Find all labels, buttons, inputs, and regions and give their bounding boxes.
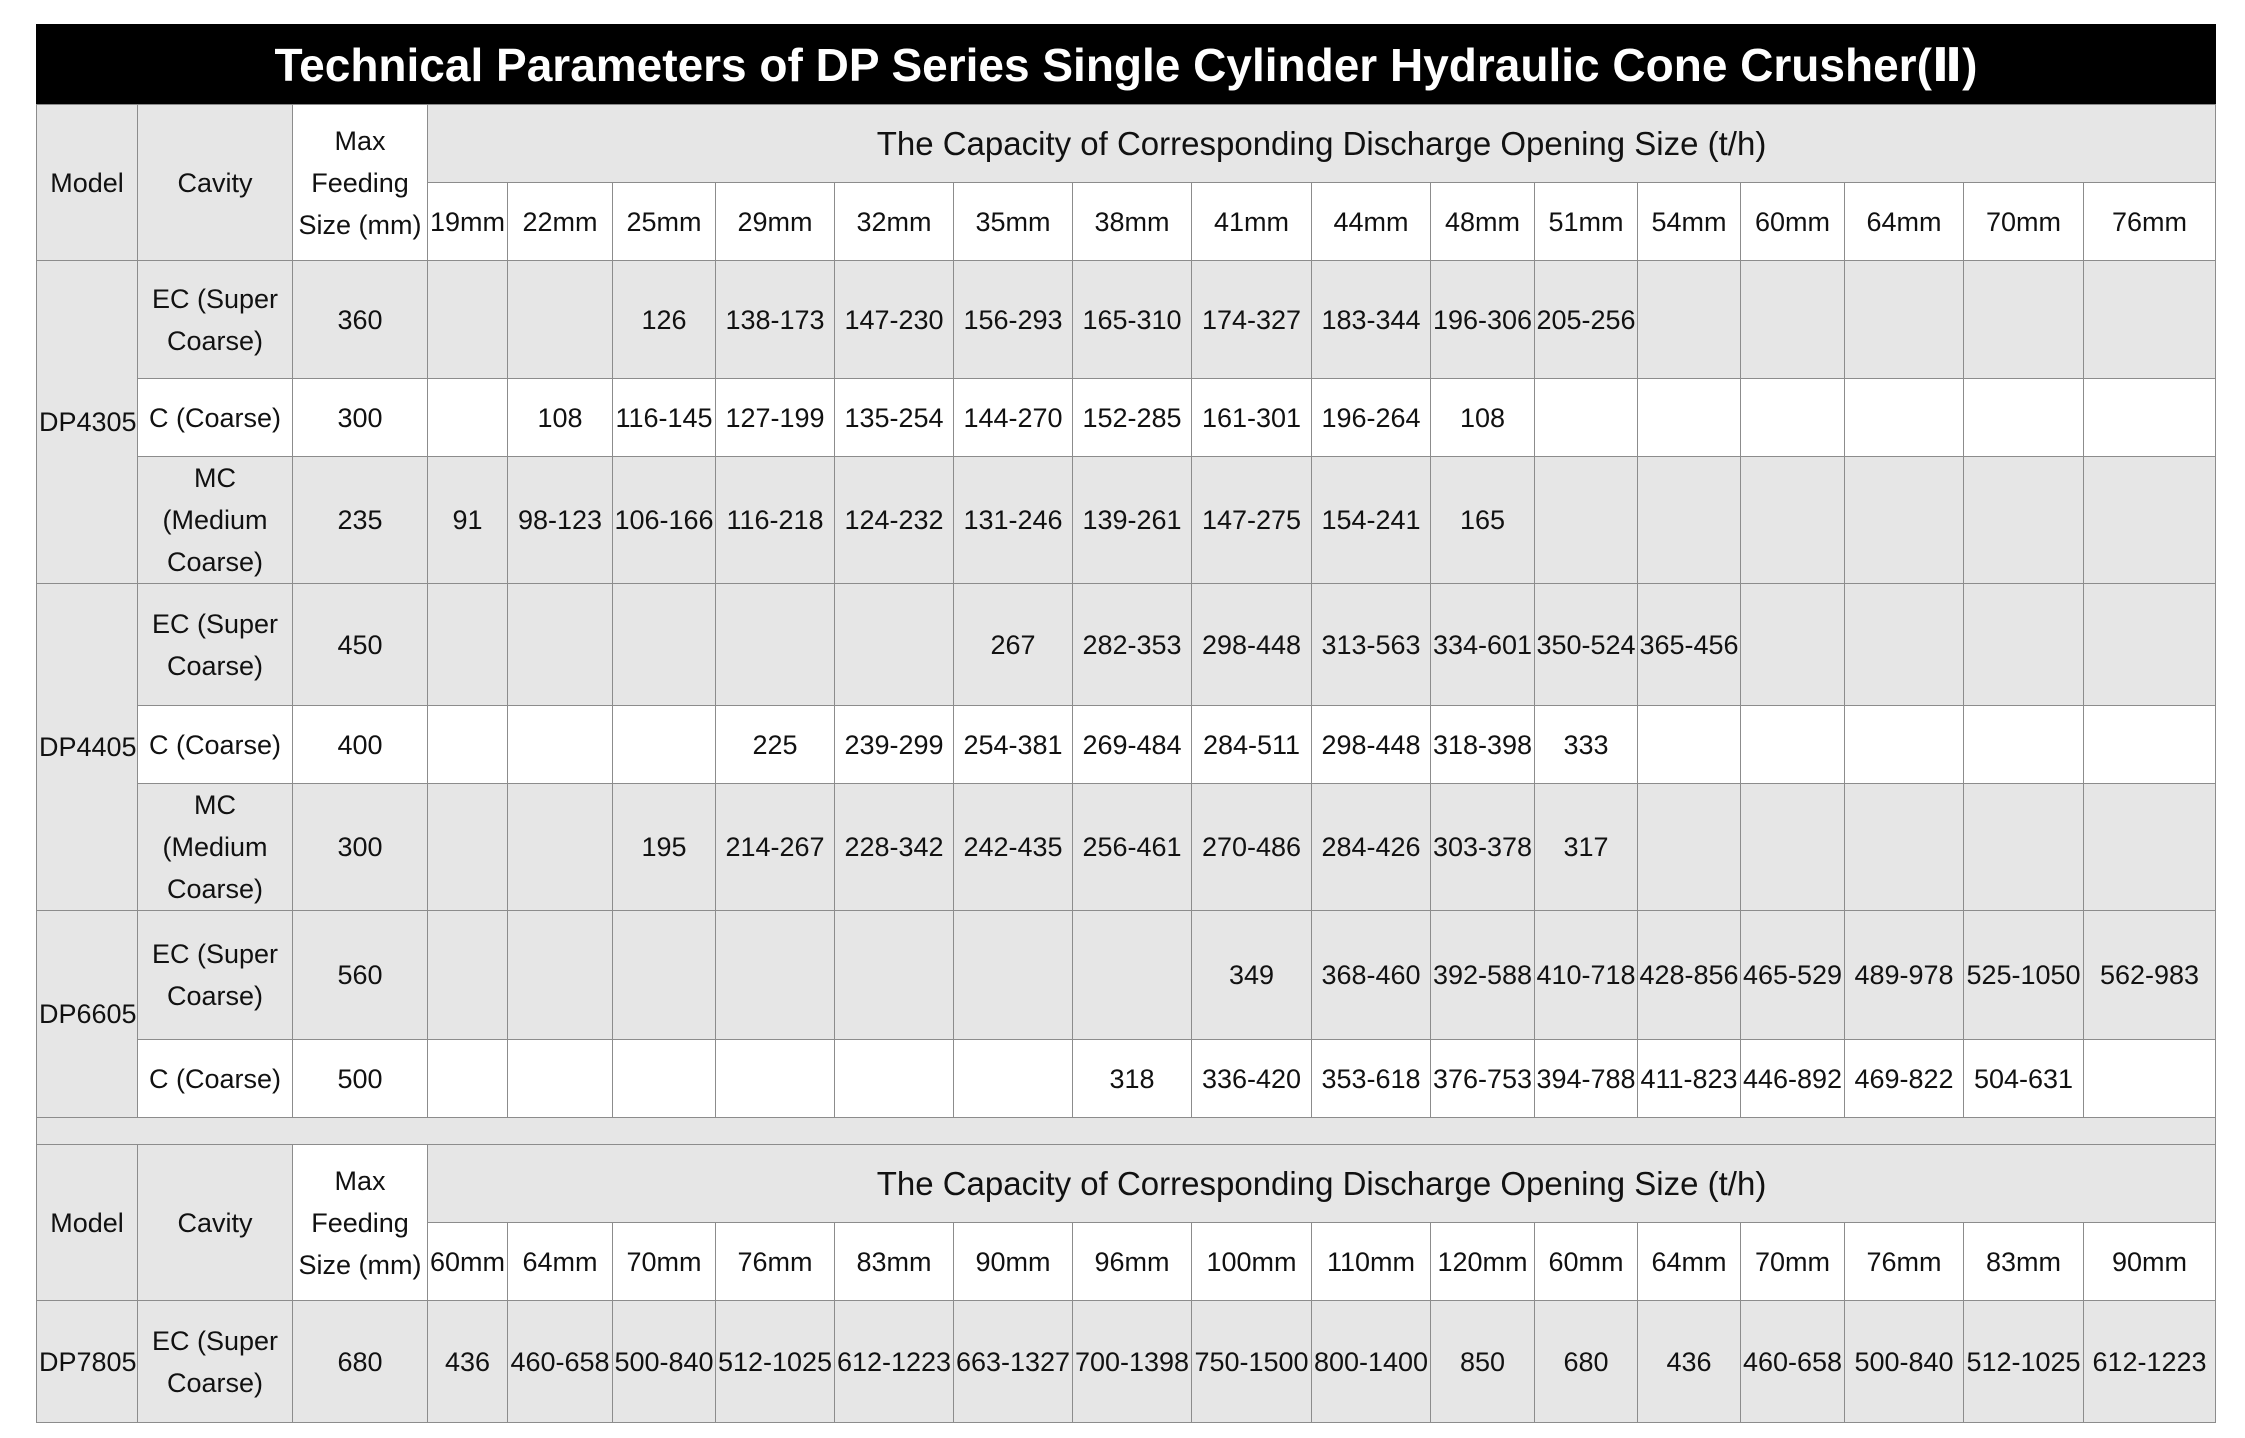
capacity-cell xyxy=(1741,457,1845,584)
capacity-cell: 138-173 xyxy=(716,261,835,379)
max-feeding-size-header: Max Feeding Size (mm) xyxy=(293,1145,428,1301)
capacity-cell: 500-840 xyxy=(1845,1301,1964,1423)
capacity-cell: 333 xyxy=(1535,706,1638,784)
opening-size-header: 96mm xyxy=(1073,1223,1192,1301)
capacity-cell: 147-275 xyxy=(1192,457,1312,584)
cavity-cell: MC (Medium Coarse) xyxy=(138,457,293,584)
capacity-header: The Capacity of Corresponding Discharge Opening Size (t/h) xyxy=(428,105,2216,183)
capacity-cell: 489-978 xyxy=(1845,911,1964,1040)
capacity-cell: 124-232 xyxy=(835,457,954,584)
capacity-cell: 318 xyxy=(1073,1040,1192,1118)
capacity-cell xyxy=(716,1040,835,1118)
capacity-cell: 612-1223 xyxy=(2084,1301,2216,1423)
capacity-cell: 800-1400 xyxy=(1312,1301,1431,1423)
capacity-cell: 318-398 xyxy=(1431,706,1535,784)
opening-size-header: 25mm xyxy=(613,183,716,261)
opening-size-header: 76mm xyxy=(2084,183,2216,261)
capacity-cell xyxy=(613,706,716,784)
table-row xyxy=(37,784,2216,911)
max-feeding-size-cell: 235 xyxy=(293,457,428,584)
capacity-header: The Capacity of Corresponding Discharge Opening Size (t/h) xyxy=(428,1145,2216,1223)
table-row xyxy=(37,379,2216,457)
capacity-cell: 284-426 xyxy=(1312,784,1431,911)
capacity-cell: 135-254 xyxy=(835,379,954,457)
capacity-cell xyxy=(2084,261,2216,379)
capacity-cell xyxy=(2084,379,2216,457)
opening-size-header: 64mm xyxy=(1845,183,1964,261)
cavity-cell: C (Coarse) xyxy=(138,1040,293,1118)
capacity-cell: 410-718 xyxy=(1535,911,1638,1040)
capacity-cell: 256-461 xyxy=(1073,784,1192,911)
capacity-cell: 376-753 xyxy=(1431,1040,1535,1118)
capacity-cell: 152-285 xyxy=(1073,379,1192,457)
capacity-cell: 334-601 xyxy=(1431,584,1535,706)
opening-size-header: 60mm xyxy=(428,1223,508,1301)
capacity-cell xyxy=(1073,911,1192,1040)
capacity-cell xyxy=(1845,379,1964,457)
max-feeding-size-cell: 300 xyxy=(293,784,428,911)
cavity-cell: EC (Super Coarse) xyxy=(138,261,293,379)
capacity-cell xyxy=(508,784,613,911)
capacity-cell xyxy=(1535,379,1638,457)
capacity-cell xyxy=(2084,784,2216,911)
capacity-cell: 394-788 xyxy=(1535,1040,1638,1118)
capacity-cell: 269-484 xyxy=(1073,706,1192,784)
opening-size-header: 64mm xyxy=(508,1223,613,1301)
capacity-cell: 284-511 xyxy=(1192,706,1312,784)
capacity-cell: 267 xyxy=(954,584,1073,706)
capacity-cell: 700-1398 xyxy=(1073,1301,1192,1423)
opening-size-header: 76mm xyxy=(716,1223,835,1301)
cavity-cell: EC (Super Coarse) xyxy=(138,911,293,1040)
capacity-cell: 139-261 xyxy=(1073,457,1192,584)
capacity-cell: 303-378 xyxy=(1431,784,1535,911)
capacity-cell: 317 xyxy=(1535,784,1638,911)
opening-size-header: 64mm xyxy=(1638,1223,1741,1301)
capacity-cell: 365-456 xyxy=(1638,584,1741,706)
capacity-cell xyxy=(1964,261,2084,379)
capacity-cell xyxy=(428,706,508,784)
model-header: Model xyxy=(37,105,138,261)
capacity-cell xyxy=(613,911,716,1040)
cavity-cell: C (Coarse) xyxy=(138,379,293,457)
opening-size-header: 83mm xyxy=(835,1223,954,1301)
capacity-cell xyxy=(1638,457,1741,584)
capacity-cell: 144-270 xyxy=(954,379,1073,457)
opening-size-header: 83mm xyxy=(1964,1223,2084,1301)
capacity-cell xyxy=(428,379,508,457)
capacity-cell xyxy=(1741,261,1845,379)
capacity-cell xyxy=(1964,457,2084,584)
table-separator xyxy=(36,1118,2216,1144)
capacity-cell: 504-631 xyxy=(1964,1040,2084,1118)
capacity-cell xyxy=(1638,784,1741,911)
capacity-cell xyxy=(835,584,954,706)
capacity-cell xyxy=(1638,379,1741,457)
cavity-cell: EC (Super Coarse) xyxy=(138,1301,293,1423)
capacity-cell xyxy=(1964,379,2084,457)
capacity-cell: 116-145 xyxy=(613,379,716,457)
capacity-cell xyxy=(1845,706,1964,784)
opening-size-header: 51mm xyxy=(1535,183,1638,261)
max-feeding-size-cell: 680 xyxy=(293,1301,428,1423)
opening-size-header: 90mm xyxy=(954,1223,1073,1301)
cavity-cell: C (Coarse) xyxy=(138,706,293,784)
model-cell: DP4305 xyxy=(37,261,138,584)
opening-size-header: 22mm xyxy=(508,183,613,261)
capacity-cell: 91 xyxy=(428,457,508,584)
capacity-cell: 663-1327 xyxy=(954,1301,1073,1423)
capacity-cell: 368-460 xyxy=(1312,911,1431,1040)
capacity-cell: 562-983 xyxy=(2084,911,2216,1040)
capacity-cell xyxy=(2084,706,2216,784)
capacity-cell: 612-1223 xyxy=(835,1301,954,1423)
capacity-cell xyxy=(1535,457,1638,584)
capacity-cell xyxy=(428,584,508,706)
capacity-cell: 500-840 xyxy=(613,1301,716,1423)
capacity-cell xyxy=(954,1040,1073,1118)
capacity-cell: 116-218 xyxy=(716,457,835,584)
capacity-cell xyxy=(508,911,613,1040)
capacity-cell: 254-381 xyxy=(954,706,1073,784)
opening-size-header: 35mm xyxy=(954,183,1073,261)
capacity-cell xyxy=(716,911,835,1040)
capacity-cell: 183-344 xyxy=(1312,261,1431,379)
opening-size-header: 19mm xyxy=(428,183,508,261)
capacity-cell xyxy=(428,1040,508,1118)
capacity-cell xyxy=(954,911,1073,1040)
capacity-cell xyxy=(1845,784,1964,911)
capacity-cell: 512-1025 xyxy=(1964,1301,2084,1423)
capacity-cell: 298-448 xyxy=(1192,584,1312,706)
capacity-cell: 214-267 xyxy=(716,784,835,911)
capacity-cell: 161-301 xyxy=(1192,379,1312,457)
capacity-cell: 525-1050 xyxy=(1964,911,2084,1040)
capacity-cell xyxy=(1845,457,1964,584)
model-cell: DP7805 xyxy=(37,1301,138,1423)
capacity-cell xyxy=(835,1040,954,1118)
opening-size-header: 44mm xyxy=(1312,183,1431,261)
max-feeding-size-cell: 400 xyxy=(293,706,428,784)
opening-size-header: 90mm xyxy=(2084,1223,2216,1301)
opening-size-header: 120mm xyxy=(1431,1223,1535,1301)
capacity-cell xyxy=(1741,784,1845,911)
capacity-cell xyxy=(2084,457,2216,584)
table-row xyxy=(37,1301,2216,1423)
opening-size-header: 70mm xyxy=(1964,183,2084,261)
capacity-cell: 349 xyxy=(1192,911,1312,1040)
capacity-cell xyxy=(835,911,954,1040)
capacity-cell xyxy=(2084,584,2216,706)
capacity-cell: 850 xyxy=(1431,1301,1535,1423)
capacity-cell: 156-293 xyxy=(954,261,1073,379)
page-title: Technical Parameters of DP Series Single Cylinder Hydraulic Cone Crusher(Ⅱ) xyxy=(36,24,2216,104)
capacity-cell: 436 xyxy=(1638,1301,1741,1423)
capacity-cell xyxy=(1964,584,2084,706)
capacity-cell xyxy=(508,706,613,784)
capacity-cell: 270-486 xyxy=(1192,784,1312,911)
capacity-cell: 411-823 xyxy=(1638,1040,1741,1118)
capacity-cell: 106-166 xyxy=(613,457,716,584)
capacity-cell xyxy=(428,911,508,1040)
opening-size-header: 70mm xyxy=(1741,1223,1845,1301)
capacity-cell: 350-524 xyxy=(1535,584,1638,706)
model-cell: DP4405 xyxy=(37,584,138,911)
capacity-cell: 239-299 xyxy=(835,706,954,784)
capacity-cell xyxy=(1638,706,1741,784)
max-feeding-size-cell: 560 xyxy=(293,911,428,1040)
capacity-cell xyxy=(428,261,508,379)
opening-size-header: 29mm xyxy=(716,183,835,261)
capacity-cell: 127-199 xyxy=(716,379,835,457)
capacity-cell: 392-588 xyxy=(1431,911,1535,1040)
capacity-cell: 436 xyxy=(428,1301,508,1423)
opening-size-header: 60mm xyxy=(1741,183,1845,261)
capacity-cell xyxy=(1845,261,1964,379)
opening-size-header: 100mm xyxy=(1192,1223,1312,1301)
opening-size-header: 110mm xyxy=(1312,1223,1431,1301)
max-feeding-size-cell: 300 xyxy=(293,379,428,457)
capacity-cell: 196-264 xyxy=(1312,379,1431,457)
capacity-cell xyxy=(1741,379,1845,457)
capacity-cell: 298-448 xyxy=(1312,706,1431,784)
model-header: Model xyxy=(37,1145,138,1301)
parameters-table-1 xyxy=(36,104,2216,1118)
capacity-cell: 750-1500 xyxy=(1192,1301,1312,1423)
opening-size-header: 54mm xyxy=(1638,183,1741,261)
opening-size-header: 48mm xyxy=(1431,183,1535,261)
table-row xyxy=(37,911,2216,1040)
capacity-cell: 512-1025 xyxy=(716,1301,835,1423)
capacity-cell: 174-327 xyxy=(1192,261,1312,379)
parameters-table-2 xyxy=(36,1144,2216,1423)
capacity-cell xyxy=(508,584,613,706)
capacity-cell: 353-618 xyxy=(1312,1040,1431,1118)
capacity-cell: 147-230 xyxy=(835,261,954,379)
capacity-cell xyxy=(1845,584,1964,706)
capacity-cell xyxy=(613,584,716,706)
opening-size-header: 38mm xyxy=(1073,183,1192,261)
capacity-cell xyxy=(1638,261,1741,379)
cavity-cell: MC (Medium Coarse) xyxy=(138,784,293,911)
capacity-cell xyxy=(508,1040,613,1118)
capacity-cell: 336-420 xyxy=(1192,1040,1312,1118)
capacity-cell xyxy=(613,1040,716,1118)
capacity-cell: 225 xyxy=(716,706,835,784)
capacity-cell: 428-856 xyxy=(1638,911,1741,1040)
capacity-cell xyxy=(1964,706,2084,784)
capacity-cell: 460-658 xyxy=(1741,1301,1845,1423)
capacity-cell xyxy=(1741,706,1845,784)
capacity-cell: 108 xyxy=(1431,379,1535,457)
capacity-cell: 228-342 xyxy=(835,784,954,911)
spec-sheet xyxy=(36,24,2216,1423)
table-row xyxy=(37,706,2216,784)
table-row xyxy=(37,1040,2216,1118)
capacity-cell xyxy=(428,784,508,911)
opening-size-header: 70mm xyxy=(613,1223,716,1301)
capacity-cell xyxy=(1741,584,1845,706)
capacity-cell: 680 xyxy=(1535,1301,1638,1423)
model-cell: DP6605 xyxy=(37,911,138,1118)
capacity-cell: 195 xyxy=(613,784,716,911)
opening-size-header: 32mm xyxy=(835,183,954,261)
cavity-header: Cavity xyxy=(138,105,293,261)
capacity-cell: 242-435 xyxy=(954,784,1073,911)
capacity-cell: 131-246 xyxy=(954,457,1073,584)
capacity-cell xyxy=(1964,784,2084,911)
capacity-cell: 469-822 xyxy=(1845,1040,1964,1118)
capacity-cell xyxy=(716,584,835,706)
capacity-cell: 196-306 xyxy=(1431,261,1535,379)
max-feeding-size-cell: 360 xyxy=(293,261,428,379)
capacity-cell: 108 xyxy=(508,379,613,457)
max-feeding-size-header: Max Feeding Size (mm) xyxy=(293,105,428,261)
max-feeding-size-cell: 500 xyxy=(293,1040,428,1118)
cavity-cell: EC (Super Coarse) xyxy=(138,584,293,706)
capacity-cell: 165-310 xyxy=(1073,261,1192,379)
opening-size-header: 41mm xyxy=(1192,183,1312,261)
opening-size-header: 60mm xyxy=(1535,1223,1638,1301)
opening-size-header: 76mm xyxy=(1845,1223,1964,1301)
capacity-cell: 465-529 xyxy=(1741,911,1845,1040)
cavity-header: Cavity xyxy=(138,1145,293,1301)
capacity-cell: 165 xyxy=(1431,457,1535,584)
capacity-cell: 205-256 xyxy=(1535,261,1638,379)
capacity-cell: 313-563 xyxy=(1312,584,1431,706)
capacity-cell: 446-892 xyxy=(1741,1040,1845,1118)
table-row xyxy=(37,457,2216,584)
capacity-cell xyxy=(2084,1040,2216,1118)
capacity-cell: 154-241 xyxy=(1312,457,1431,584)
capacity-cell: 460-658 xyxy=(508,1301,613,1423)
max-feeding-size-cell: 450 xyxy=(293,584,428,706)
capacity-cell xyxy=(508,261,613,379)
table-row xyxy=(37,261,2216,379)
capacity-cell: 98-123 xyxy=(508,457,613,584)
capacity-cell: 282-353 xyxy=(1073,584,1192,706)
table-row xyxy=(37,584,2216,706)
capacity-cell: 126 xyxy=(613,261,716,379)
